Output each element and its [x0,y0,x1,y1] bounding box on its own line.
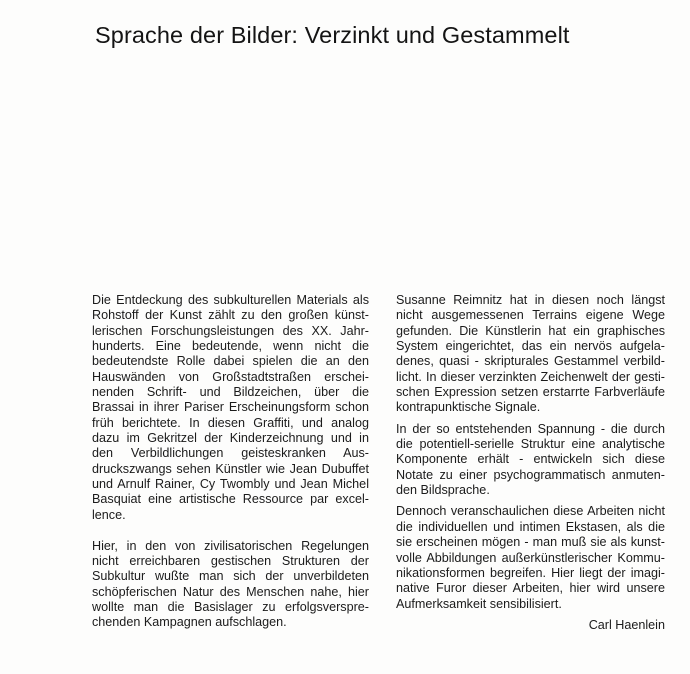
text-line: Notate zu einer psychogrammatisch anmuten- [396,467,665,482]
text-line: dazu im Gekritzel der Kinderzeichnung und in [92,431,369,446]
text-line: Brassai in ihrer Pariser Erscheinungsform schon [92,400,369,415]
paragraph [396,293,665,416]
text-line: den Verbildlichungen geisteskranken Aus- [92,446,369,461]
author-signature: Carl Haenlein [588,617,665,632]
text-line: lerischen Forschungsleistungen des XX. Jahr- [92,323,369,338]
text-line: die potentiell-serielle Struktur eine analytische [396,437,665,452]
text-line: nikationsformen begreifen. Hier liegt der imagi- [396,565,665,580]
text-line: nenden Schrift- und Bildzeichen, über die [92,385,369,400]
text-line: chenden Kampagnen aufschlagen. [92,615,287,630]
text-line: System eingerichtet, das ein nervös aufgela- [396,339,665,354]
text-line: nicht erreichbaren gestischen Strukturen der [92,553,369,568]
text-line: Hauswänden von Großstadtstraßen erschei- [92,369,369,384]
page-title: Sprache der Bilder: Verzinkt und Gestammelt [95,22,570,48]
left-column [92,293,369,646]
paragraph [92,539,369,631]
text-line: Rohstoff der Kunst zählt zu den großen künst- [92,308,369,323]
text-line: native Furor dieser Arbeiten, hier wird unsere [396,581,665,596]
text-line: bedeutendste Rolle dabei spielen die an den [92,354,369,369]
text-line: Subkultur wußte man sich der unverbildeten [92,569,369,584]
text-line: Basquiat eine artistische Ressource par excel- [92,492,369,507]
right-column [396,293,665,633]
text-line: nicht ausgemessenen Terrains eigene Wege [396,308,665,323]
text-line: hunderts. Eine bedeutende, wenn nicht die [92,339,369,354]
text-line: denes, quasi - skripturales Gestammel verbild- [396,354,665,369]
text-line: Dennoch veranschaulichen diese Arbeiten nicht [396,504,665,519]
text-line: lence. [92,507,126,522]
text-line: die individuellen und intimen Ekstasen, als die [396,519,665,534]
text-line: früh berichtete. In diesen Graffiti, und analog [92,415,369,430]
text-line: Susanne Reimnitz hat in diesen noch längst [396,293,665,307]
text-line: druckszwangs sehen Künstler wie Jean Dubuffet [92,461,369,476]
text-line: In der so entstehenden Spannung - die durch [396,421,665,436]
text-line: den Bildsprache. [396,483,490,498]
text-line: schen Expression setzen erstarrte Farbverläufe [396,385,665,400]
text-line: wollte man die Basislager zu erfolgsverspre- [92,599,369,614]
text-line: licht. In dieser verzinkten Zeichenwelt der gesti- [396,369,665,384]
paragraph [92,293,369,523]
text-line: Die Entdeckung des subkulturellen Materials als [92,293,369,307]
text-line: schöpferischen Natur des Menschen nahe, hier [92,584,369,599]
paragraph [396,422,665,499]
text-line: volle Abbildungen außerkünstlerischer Kommu- [396,550,665,565]
text-line: Komponente erhält - entwickeln sich diese [396,452,665,467]
text-line: kontrapunktische Signale. [396,400,541,415]
text-line: sie erscheinen mögen - man muß sie als kunst- [396,535,665,550]
text-line: gefunden. Die Künstlerin hat ein graphisches [396,323,665,338]
text-line: und Arnulf Rainer, Cy Twombly und Jean Michel [92,477,369,492]
text-line: Aufmerksamkeit sensibilisiert. [396,596,562,611]
text-line: Hier, in den von zivilisatorischen Regelungen [92,538,369,553]
paragraph [396,504,665,611]
